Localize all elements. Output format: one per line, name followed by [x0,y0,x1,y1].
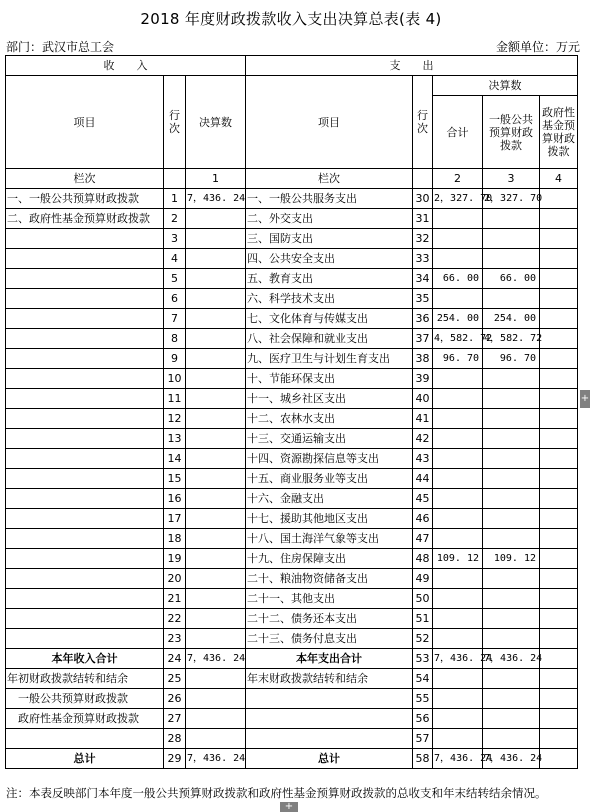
expense-item-cell: 十四、资源勘探信息等支出 [246,449,413,469]
expense-line-cell: 44 [413,469,433,489]
expense-item-cell: 二十、粮油物资储备支出 [246,569,413,589]
expense-total-cell [433,629,483,649]
table-row [6,229,578,249]
expense-item-cell: 三、国防支出 [246,229,413,249]
expense-total-cell [433,369,483,389]
income-line-cell: 1 [164,189,186,209]
expense-total-cell [433,469,483,489]
income-line-cell: 2 [164,209,186,229]
expense-total-cell [433,529,483,549]
expense-total-cell [433,409,483,429]
income-item-cell [6,289,164,309]
income-line-cell: 24 [164,649,186,669]
expense-general-cell: 109. 12 [483,549,540,569]
table-row [6,329,578,349]
expense-general-cell [483,669,540,689]
expense-general-cell [483,369,540,389]
expense-line-cell: 54 [413,669,433,689]
expense-total-cell: 2，327. 70 [433,189,483,209]
expense-total-cell: 4，582. 72 [433,329,483,349]
expense-total-cell [433,509,483,529]
expense-item-cell: 五、教育支出 [246,269,413,289]
expense-fund-cell [540,709,578,729]
expense-total-cell [433,449,483,469]
expense-fund-cell [540,389,578,409]
expense-general-cell [483,629,540,649]
expense-total-cell: 96. 70 [433,349,483,369]
expense-line-cell: 34 [413,269,433,289]
expense-item-cell: 八、社会保障和就业支出 [246,329,413,349]
income-amount-cell [186,709,246,729]
income-amount-cell [186,729,246,749]
expense-general-cell [483,429,540,449]
expense-total-cell: 7，436. 24 [433,649,483,669]
bottom-expand-handle-icon[interactable]: + [280,802,298,812]
expense-fund-cell [540,249,578,269]
expense-item-cell: 十、节能环保支出 [246,369,413,389]
expense-fund-cell [540,209,578,229]
income-header: 收 入 [6,56,246,76]
income-item-cell: 总计 [6,749,164,769]
expense-item-cell: 九、医疗卫生与计划生育支出 [246,349,413,369]
expense-item-header: 项目 [246,76,413,169]
table-row [6,489,578,509]
income-col-label: 栏次 [6,169,164,189]
expense-fund-cell [540,449,578,469]
income-item-cell [6,449,164,469]
income-item-cell [6,589,164,609]
expense-general-cell [483,509,540,529]
expense-amount-header: 决算数 [433,76,578,96]
income-line-cell: 16 [164,489,186,509]
income-item-cell [6,229,164,249]
expense-line-cell: 53 [413,649,433,669]
expense-total-cell [433,569,483,589]
income-item-cell [6,309,164,329]
expense-total-cell [433,209,483,229]
expense-fund-cell [540,569,578,589]
income-amount-cell [186,209,246,229]
expense-general-cell [483,209,540,229]
income-line-cell: 26 [164,689,186,709]
income-line-cell: 5 [164,269,186,289]
table-row [6,629,578,649]
expense-total-cell [433,429,483,449]
income-amount-cell [186,589,246,609]
expense-line-cell: 55 [413,689,433,709]
expense-line-cell: 31 [413,209,433,229]
expense-total-cell [433,289,483,309]
expense-item-cell: 十三、交通运输支出 [246,429,413,449]
expense-general-cell [483,589,540,609]
expense-line-cell: 48 [413,549,433,569]
income-line-cell: 4 [164,249,186,269]
income-amount-cell [186,289,246,309]
expense-line-cell: 42 [413,429,433,449]
expense-item-cell: 十一、城乡社区支出 [246,389,413,409]
expense-fund-cell [540,509,578,529]
expense-general-cell [483,569,540,589]
income-line-cell: 15 [164,469,186,489]
income-item-cell: 政府性基金预算财政拨款 [6,709,164,729]
general-budget-header: 一般公共预算财政拨款 [483,96,540,169]
income-item-cell: 一、一般公共预算财政拨款 [6,189,164,209]
income-line-cell: 19 [164,549,186,569]
expense-total-cell: 66. 00 [433,269,483,289]
table-row [6,449,578,469]
expense-total-cell: 109. 12 [433,549,483,569]
expense-general-cell [483,709,540,729]
expense-fund-cell [540,409,578,429]
expense-fund-cell [540,649,578,669]
income-line-cell: 29 [164,749,186,769]
department-label: 部门：武汉市总工会 [6,40,115,54]
expense-line-cell: 57 [413,729,433,749]
expense-item-cell: 十九、住房保障支出 [246,549,413,569]
expense-fund-cell [540,369,578,389]
expense-line-cell: 52 [413,629,433,649]
table-row [6,529,578,549]
expense-fund-cell [540,229,578,249]
income-amount-header: 决算数 [186,76,246,169]
expense-fund-cell [540,269,578,289]
expense-general-cell [483,609,540,629]
expense-general-cell: 7，436. 24 [483,749,540,769]
expense-item-cell [246,689,413,709]
income-amount-cell [186,429,246,449]
table-row [6,549,578,569]
income-item-cell: 年初财政拨款结转和结余 [6,669,164,689]
col-1: 1 [186,169,246,189]
income-item-cell: 二、政府性基金预算财政拨款 [6,209,164,229]
expense-fund-cell [540,289,578,309]
expense-line-cell: 37 [413,329,433,349]
expense-line-cell: 46 [413,509,433,529]
table-row [6,269,578,289]
table-row [6,209,578,229]
income-line-cell: 23 [164,629,186,649]
income-line-cell: 13 [164,429,186,449]
expense-line-cell: 50 [413,589,433,609]
income-amount-cell [186,349,246,369]
income-amount-cell: 7，436. 24 [186,189,246,209]
income-line-cell: 28 [164,729,186,749]
expense-item-cell: 十二、农林水支出 [246,409,413,429]
expense-fund-cell [540,669,578,689]
expense-fund-cell [540,729,578,749]
table-row [6,409,578,429]
income-amount-cell: 7，436. 24 [186,749,246,769]
expense-line-cell: 49 [413,569,433,589]
income-line-cell: 14 [164,449,186,469]
income-line-cell: 20 [164,569,186,589]
expense-line-cell: 36 [413,309,433,329]
expense-fund-cell [540,549,578,569]
table-row [6,369,578,389]
expense-total-cell: 7，436. 24 [433,749,483,769]
expense-total-cell [433,229,483,249]
expense-general-cell [483,729,540,749]
expense-col-label: 栏次 [246,169,413,189]
income-item-cell [6,609,164,629]
income-item-cell: 一般公共预算财政拨款 [6,689,164,709]
expense-fund-cell [540,309,578,329]
income-line-cell: 22 [164,609,186,629]
income-item-cell [6,329,164,349]
income-item-cell: 本年收入合计 [6,649,164,669]
expense-fund-cell [540,189,578,209]
total-header: 合计 [433,96,483,169]
expense-general-cell [483,529,540,549]
expense-general-cell [483,469,540,489]
income-line-cell: 12 [164,409,186,429]
income-item-cell [6,409,164,429]
expense-general-cell: 4，582. 72 [483,329,540,349]
table-row [6,689,578,709]
expense-item-cell: 二十二、债务还本支出 [246,609,413,629]
income-line-cell: 18 [164,529,186,549]
expense-line-cell: 45 [413,489,433,509]
table-row [6,309,578,329]
income-amount-cell [186,389,246,409]
income-item-cell [6,269,164,289]
col-2: 2 [433,169,483,189]
table-row [6,669,578,689]
budget-table [5,55,578,769]
income-item-cell [6,389,164,409]
income-item-cell [6,569,164,589]
expense-line-cell: 47 [413,529,433,549]
income-line-cell: 10 [164,369,186,389]
table-row [6,429,578,449]
expense-general-cell [483,289,540,309]
income-amount-cell [186,409,246,429]
expense-item-cell: 十六、金融支出 [246,489,413,509]
expense-general-cell: 2，327. 70 [483,189,540,209]
income-item-cell [6,509,164,529]
table-row [6,749,578,769]
expense-general-cell: 254. 00 [483,309,540,329]
expense-item-cell: 十七、援助其他地区支出 [246,509,413,529]
expense-total-cell [433,689,483,709]
expense-total-cell [433,729,483,749]
income-item-cell [6,369,164,389]
expense-line-cell: 58 [413,749,433,769]
income-amount-cell [186,529,246,549]
income-amount-cell: 7，436. 24 [186,649,246,669]
expand-handle-icon[interactable]: + [580,390,590,408]
table-row [6,289,578,309]
expense-total-cell [433,589,483,609]
expense-line-cell: 32 [413,229,433,249]
report-title: 2018 年度财政拨款收入支出决算总表(表 4) [140,10,442,28]
expense-total-cell: 254. 00 [433,309,483,329]
income-line-cell: 3 [164,229,186,249]
income-amount-cell [186,489,246,509]
expense-general-cell [483,409,540,429]
income-amount-cell [186,329,246,349]
expense-general-cell [483,689,540,709]
income-item-cell [6,429,164,449]
expense-fund-cell [540,609,578,629]
expense-item-cell: 二十一、其他支出 [246,589,413,609]
income-amount-cell [186,229,246,249]
expense-fund-cell [540,469,578,489]
income-line-cell: 11 [164,389,186,409]
income-amount-cell [186,309,246,329]
expense-line-cell: 38 [413,349,433,369]
expense-item-cell: 六、科学技术支出 [246,289,413,309]
expense-fund-cell [540,489,578,509]
expense-line-cell: 35 [413,289,433,309]
expense-total-cell [433,489,483,509]
expense-item-cell: 十五、商业服务业等支出 [246,469,413,489]
col-3: 3 [483,169,540,189]
expense-general-cell: 96. 70 [483,349,540,369]
income-amount-cell [186,549,246,569]
income-line-cell: 17 [164,509,186,529]
income-amount-cell [186,629,246,649]
income-amount-cell [186,609,246,629]
income-line-cell: 21 [164,589,186,609]
expense-line-cell: 41 [413,409,433,429]
expense-total-cell [433,389,483,409]
table-row [6,389,578,409]
expense-item-cell: 一、一般公共服务支出 [246,189,413,209]
income-amount-cell [186,269,246,289]
expense-fund-cell [540,429,578,449]
income-line-header: 行次 [164,76,186,169]
income-amount-cell [186,369,246,389]
table-row [6,469,578,489]
expense-line-cell: 43 [413,449,433,469]
expense-line-cell: 40 [413,389,433,409]
expense-line-cell: 33 [413,249,433,269]
income-line-cell: 25 [164,669,186,689]
expense-item-cell: 本年支出合计 [246,649,413,669]
expense-line-cell: 39 [413,369,433,389]
expense-general-cell [483,229,540,249]
expense-item-cell: 四、公共安全支出 [246,249,413,269]
income-item-cell [6,249,164,269]
expense-fund-cell [540,689,578,709]
income-item-cell [6,549,164,569]
expense-total-cell [433,249,483,269]
expense-line-cell: 30 [413,189,433,209]
income-amount-cell [186,509,246,529]
expense-fund-cell [540,329,578,349]
table-row [6,709,578,729]
expense-line-header: 行次 [413,76,433,169]
table-row [6,509,578,529]
expense-general-cell [483,489,540,509]
unit-label: 金额单位：万元 [495,40,580,54]
income-item-header: 项目 [6,76,164,169]
expense-item-cell: 十八、国土海洋气象等支出 [246,529,413,549]
expense-total-cell [433,609,483,629]
income-item-cell [6,729,164,749]
expense-general-cell: 66. 00 [483,269,540,289]
income-amount-cell [186,449,246,469]
expense-header: 支 出 [246,56,578,76]
expense-fund-cell [540,589,578,609]
expense-line-cell: 56 [413,709,433,729]
expense-item-cell: 二、外交支出 [246,209,413,229]
expense-item-cell: 二十三、债务付息支出 [246,629,413,649]
table-row [6,729,578,749]
income-line-cell: 9 [164,349,186,369]
expense-total-cell [433,709,483,729]
income-item-cell [6,529,164,549]
income-line-cell: 6 [164,289,186,309]
expense-general-cell [483,389,540,409]
expense-line-cell: 51 [413,609,433,629]
income-amount-cell [186,249,246,269]
expense-item-cell: 年末财政拨款结转和结余 [246,669,413,689]
table-row [6,609,578,629]
expense-item-cell: 七、文化体育与传媒支出 [246,309,413,329]
expense-total-cell [433,669,483,689]
expense-fund-cell [540,629,578,649]
expense-fund-cell [540,749,578,769]
expense-item-cell: 总计 [246,749,413,769]
income-item-cell [6,469,164,489]
table-row [6,589,578,609]
footnote: 注：本表反映部门本年度一般公共预算财政拨款和政府性基金预算财政拨款的总收支和年末结转结余情况。 [6,786,547,800]
income-amount-cell [186,469,246,489]
income-line-cell: 27 [164,709,186,729]
income-amount-cell [186,569,246,589]
table-row [6,249,578,269]
income-line-cell: 7 [164,309,186,329]
table-row [6,189,578,209]
income-item-cell [6,349,164,369]
table-row [6,649,578,669]
expense-fund-cell [540,529,578,549]
expense-item-cell [246,709,413,729]
table-row [6,569,578,589]
income-item-cell [6,629,164,649]
table-row [6,349,578,369]
income-amount-cell [186,669,246,689]
income-line-cell: 8 [164,329,186,349]
col-4: 4 [540,169,578,189]
income-item-cell [6,489,164,509]
expense-general-cell: 7，436. 24 [483,649,540,669]
expense-general-cell [483,449,540,469]
fund-budget-header: 政府性基金预算财政拨款 [540,96,578,169]
expense-general-cell [483,249,540,269]
expense-fund-cell [540,349,578,369]
expense-item-cell [246,729,413,749]
income-amount-cell [186,689,246,709]
